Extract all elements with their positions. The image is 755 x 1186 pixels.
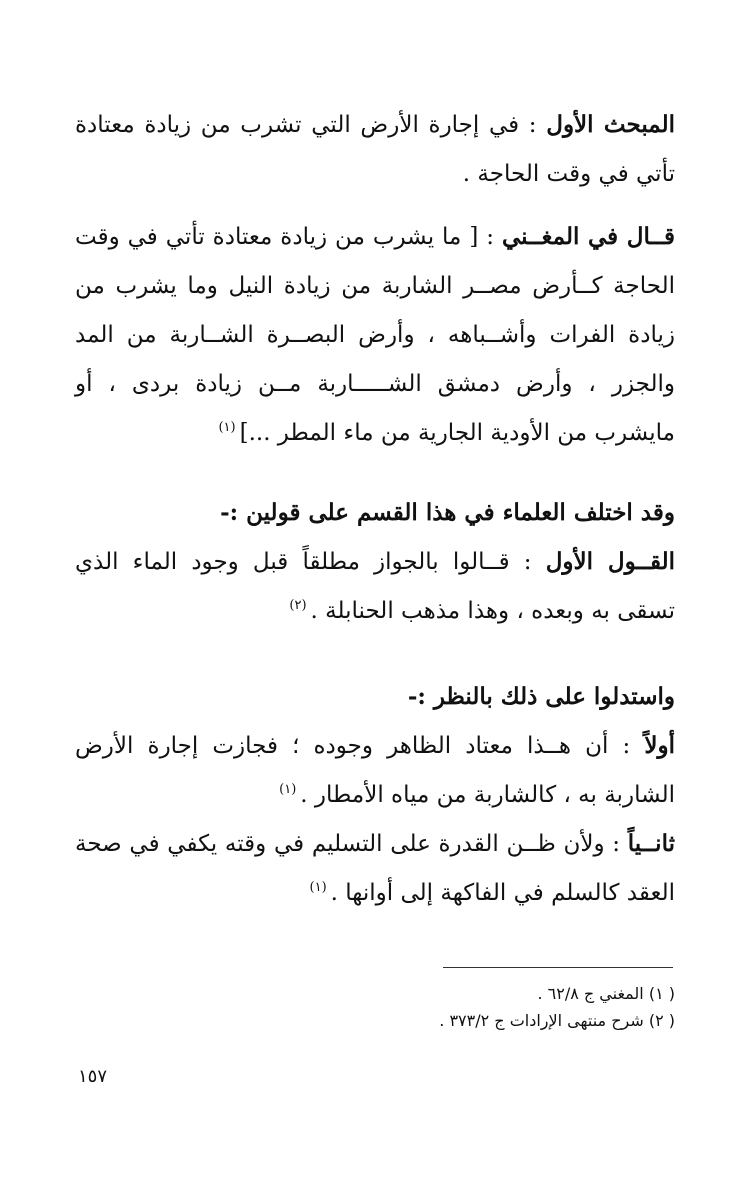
quote-text: : [ ما يشرب من زيادة معتادة تأتي في وقت الحاجة كــأرض مصــر الشاربة من زيادة النيل وما يشرب من زيادة الفرات وأشــباهه ، وأرض البصــرة الشــاربة من المد والجزر ، وأرض دمشق الشـــــاربة مــن زيادة بردى ، أو مايشرب من الأودية الجارية من ماء المطر ...] <box>75 224 675 446</box>
quote-lead: قــال في المغــني <box>501 223 675 250</box>
footnote-item: ( ١) المغني ج ٦٢/٨ . <box>537 984 675 1003</box>
first-opinion-text: : قــالوا بالجواز مطلقاً قبل وجود الماء الذي تسقى به وبعده ، وهذا مذهب الحنابلة . <box>75 549 675 624</box>
footnotes <box>75 980 675 1034</box>
footnote-ref-3: (١) <box>279 782 297 798</box>
first-opinion-paragraph <box>75 537 675 636</box>
footnote-ref-4: (١) <box>309 880 327 896</box>
second-point-paragraph <box>75 819 675 918</box>
first-point-text: : أن هــذا معتاد الظاهر وجوده ؛ فجازت إجارة الأرض الشاربة به ، كالشاربة من مياه الأمطار . <box>75 733 675 808</box>
first-point-paragraph <box>75 721 675 820</box>
footnote-ref-1: (١) <box>218 420 236 436</box>
first-point-lead: أولاً <box>644 732 675 759</box>
first-opinion-lead: القــول الأول <box>545 548 675 575</box>
section1-title: المبحث الأول <box>546 111 675 138</box>
quote-paragraph <box>75 212 675 458</box>
disagreement-heading: وقد اختلف العلماء في هذا القسم على قولين :- <box>220 499 675 526</box>
footnote-item: ( ٢) شرح منتهى الإرادات ج ٣٧٣/٢ . <box>439 1011 675 1030</box>
footnote-divider <box>443 967 673 968</box>
page-number: ١٥٧ <box>78 1066 108 1087</box>
second-point-lead: ثانــياً <box>627 830 675 857</box>
evidence-heading: واستدلوا على ذلك بالنظر :- <box>407 683 675 710</box>
section1-text: : في إجارة الأرض التي تشرب من زيادة معتادة تأتي في وقت الحاجة . <box>75 112 675 187</box>
footnote-ref-2: (٢) <box>289 598 307 614</box>
section1-paragraph <box>75 100 675 199</box>
second-point-text: : ولأن ظــن القدرة على التسليم في وقته يكفي في صحة العقد كالسلم في الفاكهة إلى أوانها . <box>75 831 675 906</box>
